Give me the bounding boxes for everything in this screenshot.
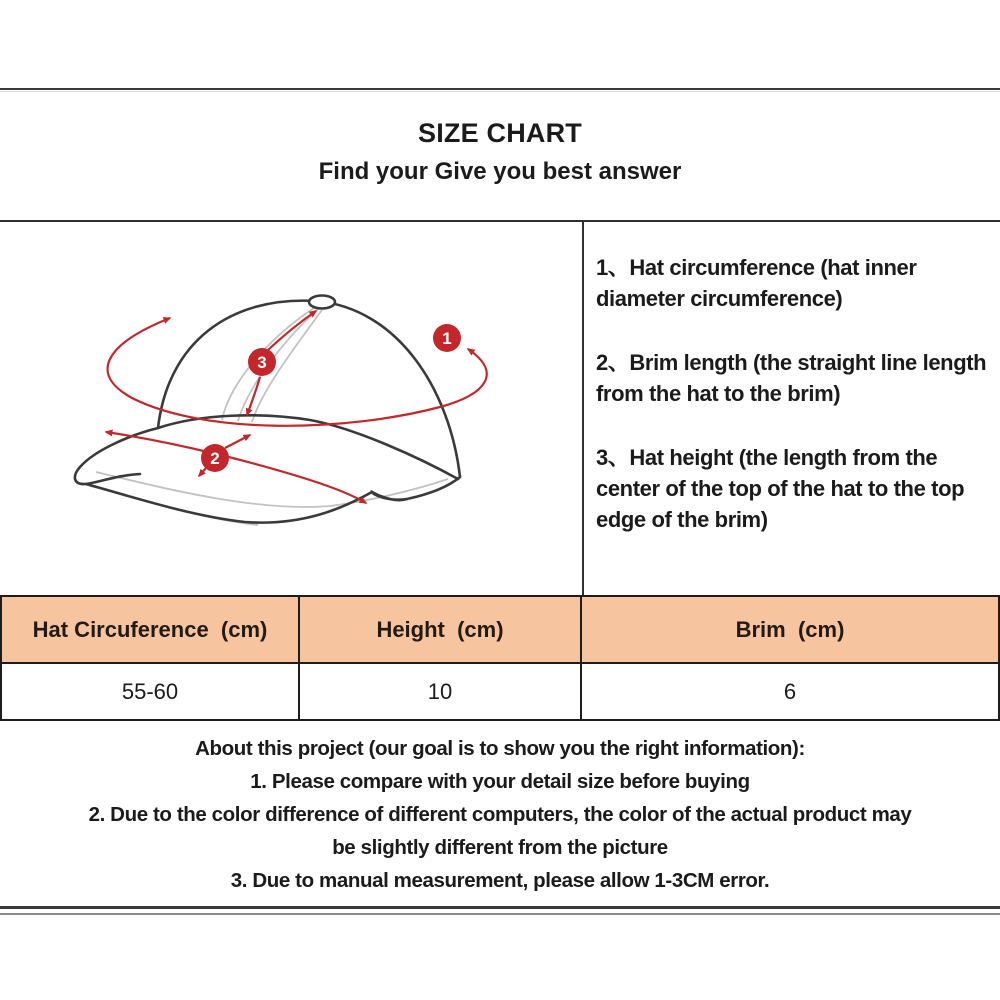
about-project-notes: [0, 721, 1000, 897]
cap-diagram-cell: [0, 222, 584, 595]
table-header-row: [1, 596, 999, 663]
measurement-arrows: [106, 311, 487, 503]
measurement-descriptions: [584, 222, 1000, 595]
size-spec-table: [0, 595, 1000, 721]
footer-note-intro: About this project (our goal is to show you the right information):: [195, 737, 805, 760]
page-subtitle: Find your Give you best answer: [318, 158, 682, 185]
header-cell-height: Height (cm): [299, 596, 581, 663]
badge-1-number: 1: [442, 329, 452, 348]
footer-note-3: 3. Due to manual measurement, please allow 1-3CM error.: [230, 869, 770, 892]
value-cell-brim: 6: [581, 663, 999, 720]
description-3: 3、Hat height (the length from the center of the top of the hat to the top edge of the brim): [596, 445, 965, 532]
height-arrow-up: [268, 311, 316, 350]
table-row: [1, 663, 999, 720]
description-1: 1、Hat circumference (hat inner diameter circumference): [596, 255, 917, 311]
brim-arrow-up: [225, 435, 250, 448]
footer-note-2b: be slightly different from the picture: [332, 836, 668, 859]
top-whitespace: [0, 0, 1000, 88]
page-title: SIZE CHART: [418, 118, 582, 148]
brim-arrow-down: [199, 468, 206, 476]
cap-measurement-diagram-icon: [0, 222, 584, 595]
description-2: 2、Brim length (the straight line length from the hat to the brim): [596, 350, 987, 406]
header-cell-brim: Brim (cm): [581, 596, 999, 663]
circumference-arrow: [108, 318, 487, 426]
measure-badges: [201, 324, 461, 472]
value-cell-circumference: 55-60: [1, 663, 299, 720]
diagram-and-descriptions: [0, 220, 1000, 595]
header-block: [0, 92, 1000, 220]
value-cell-height: 10: [299, 663, 581, 720]
badge-2-number: 2: [210, 449, 220, 468]
badge-3-number: 3: [257, 353, 267, 372]
footer-note-2a: 2. Due to the color difference of different computers, the color of the actual product may: [88, 803, 912, 826]
footer-note-1: 1. Please compare with your detail size before buying: [250, 770, 750, 793]
header-cell-circumference: Hat Circuference (cm): [1, 596, 299, 663]
cap-outline: [75, 296, 460, 523]
bottom-double-divider-line: [0, 906, 1000, 915]
